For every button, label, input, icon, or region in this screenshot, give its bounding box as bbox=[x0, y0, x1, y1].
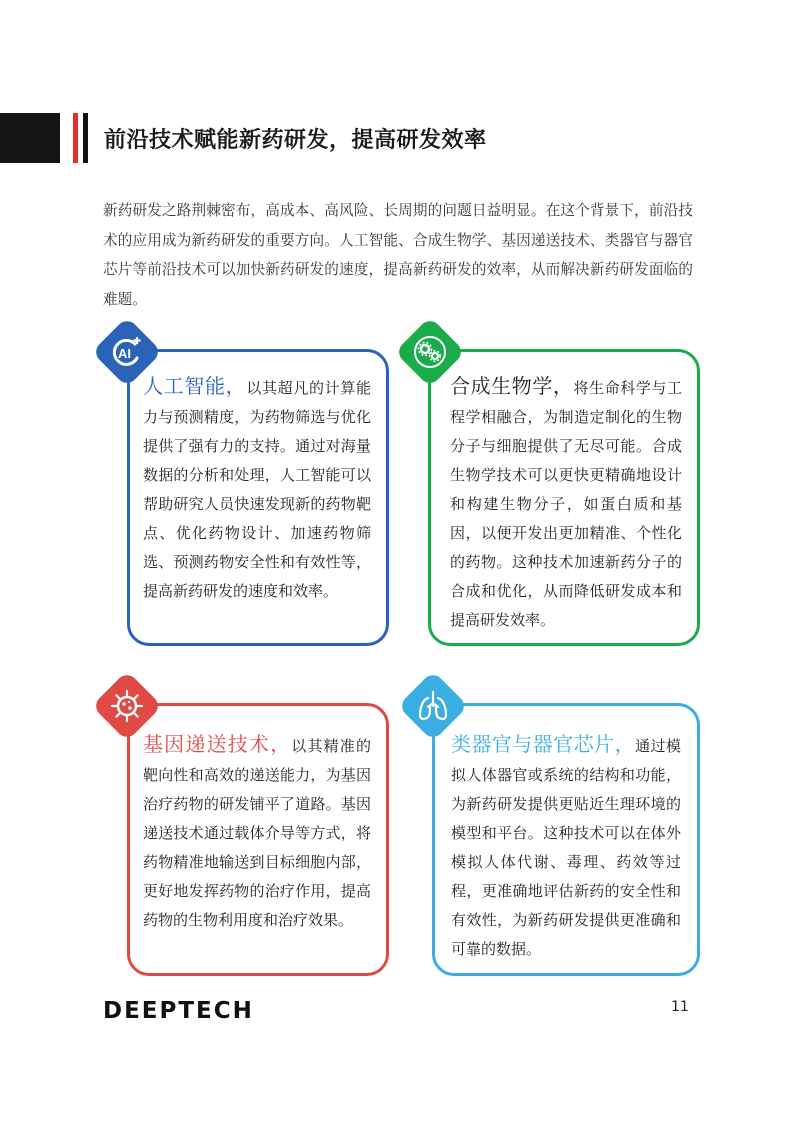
intro-paragraph: 新药研发之路荆棘密布，高成本、高风险、长周期的问题日益明显。在这个背景下，前沿技术的应用成为新药研发的重要方向。人工智能、合成生物学、基因递送技术、类器官与器官芯片等前沿技术可以加快新药研发的速度，提高新药研发的效率，从而解决新药研发面临的难题。 bbox=[103, 202, 693, 308]
card-synbio-body: 将生命科学与工程学相融合，为制造定制化的生物分子与细胞提供了无尽可能。合成生物学技术可以更快更精确地设计和构建生物分子，如蛋白质和基因，以便开发出更加精准、个性化的药物。这种技术加速新药分子的合成和优化，从而降低研发成本和提高研发效率。 bbox=[450, 379, 682, 629]
card-ai-title: 人工智能， bbox=[143, 374, 247, 398]
card-synbio-title: 合成生物学， bbox=[450, 374, 574, 398]
card-ai-body: 以其超凡的计算能力与预测精度，为药物筛选与优化提供了强有力的支持。通过对海量数据的分析和处理，人工智能可以帮助研究人员快速发现新的药物靶点、优化药物设计、加速药物筛选、预测药物安全性和有效性等，提高新药研发的速度和效率。 bbox=[143, 379, 371, 600]
card-organoid-text bbox=[451, 730, 681, 964]
deeptech-logo bbox=[103, 998, 254, 1024]
card-ai-text bbox=[143, 372, 371, 606]
card-gene-text bbox=[143, 730, 371, 935]
card-gene-title: 基因递送技术， bbox=[143, 732, 292, 756]
card-organoid-body: 通过模拟人体器官或系统的结构和功能，为新药研发提供更贴近生理环境的模型和平台。这种技术可以在体外模拟人体代谢、毒理、药效等过程，更准确地评估新药的安全性和有效性，为新药研发提供更准确和可靠的数据。 bbox=[451, 737, 681, 958]
page-number: 11 bbox=[671, 999, 689, 1015]
page-title: 前沿技术赋能新药研发，提高研发效率 bbox=[104, 128, 487, 153]
svg-text:AI: AI bbox=[118, 346, 131, 361]
card-gene-body: 以其精准的靶向性和高效的递送能力，为基因治疗药物的研发铺平了道路。基因递送技术通过载体介导等方式，将药物精准地输送到目标细胞内部，更好地发挥药物的治疗作用，提高药物的生物利用度和治疗效果。 bbox=[143, 737, 371, 929]
header-accent-red bbox=[73, 113, 78, 163]
header-block bbox=[0, 113, 60, 163]
header-accent-black bbox=[83, 113, 88, 163]
card-organoid-title: 类器官与器官芯片， bbox=[451, 732, 636, 756]
card-synbio-text bbox=[450, 372, 682, 635]
logo-text: DEEPTECH bbox=[103, 998, 254, 1024]
